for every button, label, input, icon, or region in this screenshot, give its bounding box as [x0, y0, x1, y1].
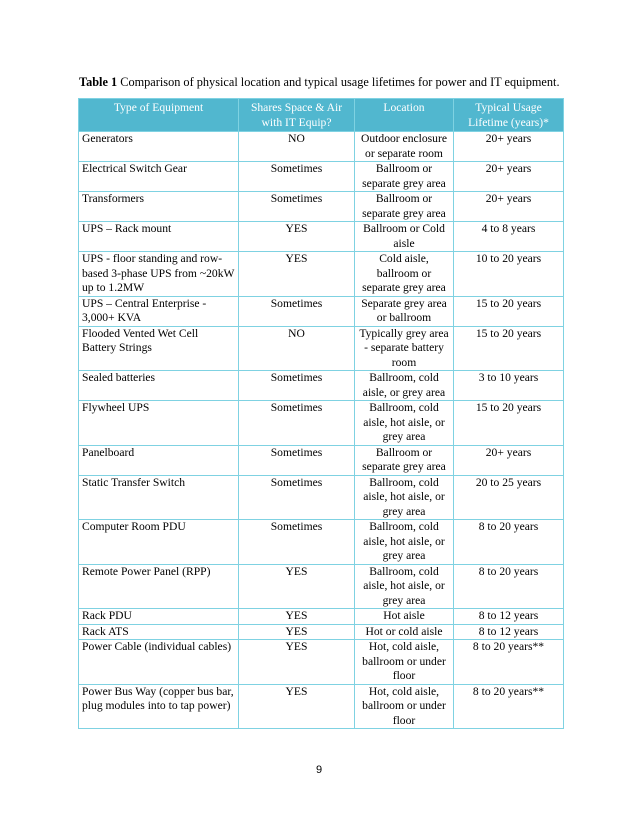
cell-shares-space: Sometimes — [239, 296, 355, 326]
cell-lifetime: 15 to 20 years — [454, 401, 564, 446]
cell-location: Hot or cold aisle — [355, 624, 454, 640]
cell-shares-space: YES — [239, 684, 355, 729]
cell-lifetime: 8 to 20 years — [454, 520, 564, 565]
cell-equipment: Computer Room PDU — [79, 520, 239, 565]
cell-equipment: Electrical Switch Gear — [79, 162, 239, 192]
cell-lifetime: 20+ years — [454, 162, 564, 192]
cell-equipment: Sealed batteries — [79, 371, 239, 401]
cell-lifetime: 8 to 20 years — [454, 564, 564, 609]
table-row — [79, 371, 564, 401]
cell-location: Typically grey area - separate battery room — [355, 326, 454, 371]
header-shares-space: Shares Space & Air with IT Equip? — [239, 99, 355, 132]
table-row — [79, 445, 564, 475]
cell-lifetime: 4 to 8 years — [454, 222, 564, 252]
cell-equipment: Power Bus Way (copper bus bar, plug modules into to tap power) — [79, 684, 239, 729]
table-body — [79, 132, 564, 729]
cell-equipment: Transformers — [79, 192, 239, 222]
cell-lifetime: 20+ years — [454, 192, 564, 222]
cell-equipment: Panelboard — [79, 445, 239, 475]
cell-location: Ballroom, cold aisle, hot aisle, or grey area — [355, 564, 454, 609]
cell-location: Ballroom or Cold aisle — [355, 222, 454, 252]
cell-shares-space: YES — [239, 609, 355, 625]
page-number: 9 — [315, 764, 323, 776]
table-row — [79, 252, 564, 297]
cell-location: Ballroom or separate grey area — [355, 192, 454, 222]
cell-equipment: Rack PDU — [79, 609, 239, 625]
cell-lifetime: 20+ years — [454, 132, 564, 162]
table-row — [79, 192, 564, 222]
cell-shares-space: YES — [239, 640, 355, 685]
cell-shares-space: Sometimes — [239, 475, 355, 520]
cell-shares-space: NO — [239, 132, 355, 162]
table-row — [79, 640, 564, 685]
equipment-lifetime-table — [78, 98, 564, 729]
cell-shares-space: Sometimes — [239, 520, 355, 565]
cell-location: Hot, cold aisle, ballroom or under floor — [355, 640, 454, 685]
table-header-row — [79, 99, 564, 132]
cell-shares-space: NO — [239, 326, 355, 371]
table-row — [79, 401, 564, 446]
cell-equipment: Rack ATS — [79, 624, 239, 640]
table-row — [79, 132, 564, 162]
cell-equipment: Generators — [79, 132, 239, 162]
cell-shares-space: Sometimes — [239, 162, 355, 192]
table-row — [79, 624, 564, 640]
cell-equipment: Power Cable (individual cables) — [79, 640, 239, 685]
cell-shares-space: YES — [239, 222, 355, 252]
cell-lifetime: 8 to 20 years** — [454, 684, 564, 729]
cell-shares-space: Sometimes — [239, 445, 355, 475]
cell-shares-space: Sometimes — [239, 401, 355, 446]
cell-equipment: Flooded Vented Wet Cell Battery Strings — [79, 326, 239, 371]
cell-shares-space: YES — [239, 252, 355, 297]
cell-location: Ballroom, cold aisle, hot aisle, or grey area — [355, 520, 454, 565]
cell-equipment: UPS – Central Enterprise - 3,000+ KVA — [79, 296, 239, 326]
cell-lifetime: 15 to 20 years — [454, 326, 564, 371]
table-caption — [79, 74, 579, 90]
cell-lifetime: 8 to 20 years** — [454, 640, 564, 685]
header-typical-usage-lifetime: Typical Usage Lifetime (years)* — [454, 99, 564, 132]
table-row — [79, 475, 564, 520]
cell-location: Outdoor enclosure or separate room — [355, 132, 454, 162]
table-row — [79, 222, 564, 252]
cell-lifetime: 20+ years — [454, 445, 564, 475]
cell-lifetime: 8 to 12 years — [454, 624, 564, 640]
cell-equipment: Flywheel UPS — [79, 401, 239, 446]
table-row — [79, 684, 564, 729]
cell-location: Hot aisle — [355, 609, 454, 625]
table-row — [79, 326, 564, 371]
cell-equipment: UPS – Rack mount — [79, 222, 239, 252]
table-row — [79, 520, 564, 565]
cell-location: Ballroom or separate grey area — [355, 445, 454, 475]
table-row — [79, 564, 564, 609]
cell-shares-space: YES — [239, 624, 355, 640]
cell-location: Ballroom, cold aisle, hot aisle, or grey area — [355, 475, 454, 520]
cell-lifetime: 20 to 25 years — [454, 475, 564, 520]
table-row — [79, 609, 564, 625]
table-caption-text: Comparison of physical location and typical usage lifetimes for power and IT equipment. — [117, 75, 560, 89]
cell-location: Separate grey area or ballroom — [355, 296, 454, 326]
cell-lifetime: 3 to 10 years — [454, 371, 564, 401]
header-type-of-equipment: Type of Equipment — [79, 99, 239, 132]
cell-equipment: Static Transfer Switch — [79, 475, 239, 520]
cell-lifetime: 10 to 20 years — [454, 252, 564, 297]
table-row — [79, 162, 564, 192]
cell-shares-space: Sometimes — [239, 371, 355, 401]
cell-lifetime: 15 to 20 years — [454, 296, 564, 326]
cell-equipment: UPS - floor standing and row-based 3-phase UPS from ~20kW up to 1.2MW — [79, 252, 239, 297]
cell-shares-space: Sometimes — [239, 192, 355, 222]
table-caption-label: Table 1 — [79, 75, 118, 89]
cell-location: Ballroom or separate grey area — [355, 162, 454, 192]
cell-shares-space: YES — [239, 564, 355, 609]
table-row — [79, 296, 564, 326]
cell-location: Ballroom, cold aisle, or grey area — [355, 371, 454, 401]
cell-lifetime: 8 to 12 years — [454, 609, 564, 625]
header-location: Location — [355, 99, 454, 132]
cell-location: Ballroom, cold aisle, hot aisle, or grey area — [355, 401, 454, 446]
cell-location: Cold aisle, ballroom or separate grey area — [355, 252, 454, 297]
cell-location: Hot, cold aisle, ballroom or under floor — [355, 684, 454, 729]
cell-equipment: Remote Power Panel (RPP) — [79, 564, 239, 609]
